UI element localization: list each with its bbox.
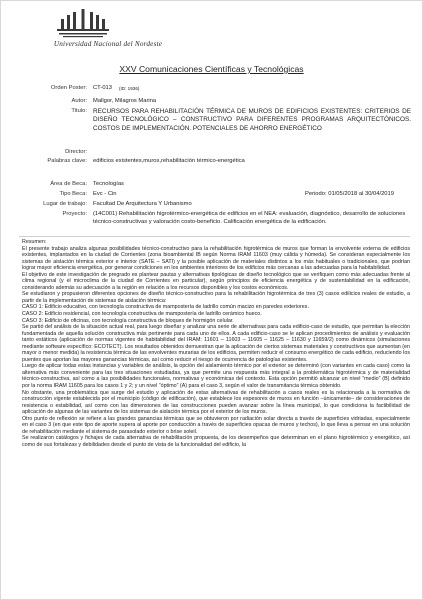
area-beca-value: Tecnologías <box>93 181 124 187</box>
resumen-paragraph: CASO 1: Edificio educativo, con tecnología constructiva de mampostería de ladrillo común macizo en paredes exteriores. <box>22 304 309 311</box>
resumen-paragraph: No obstante, una problemática que surge del estudio y aplicación de estas alternativas de rehabilitación a casos reales es la relacionada a la normativa de construcción vigente establecida por el municipio (código de edificación), que establece los espesores de muros en función –únicamente– de consideraciones de resistencia o estabilidad, así como con las dimensiones de las construcciones pueden avanzar sobre la línea municipal, lo que condiciona la factibilidad de aplicación de algunas de las variantes de los sistemas de aislación térmica por el exterior de los muros. <box>22 389 410 416</box>
proyecto-label: Proyecto: <box>62 211 87 217</box>
area-beca-label: Área de Beca: <box>50 181 87 187</box>
university-seal-icon <box>53 9 113 41</box>
tipo-beca-value: Evc - Cin <box>93 191 117 197</box>
tipo-beca-label: Tipo Beca: <box>59 191 87 197</box>
autor-label: Autor: <box>71 98 87 104</box>
resumen-paragraph: CASO 2: Edificio residencial, con tecnología constructiva de mampostería de ladrillo cerámico hueco. <box>22 311 262 318</box>
page-title: XXV Comunicaciones Científicas y Tecnológicas <box>119 64 304 74</box>
titulo-label: Titulo: <box>71 108 87 114</box>
autor-value: Mallgor, Milagros Marina <box>93 98 157 104</box>
resumen-paragraph: CASO 3: Edificio de oficinas, con tecnología constructiva de bloques de hormigón celular. <box>22 317 234 324</box>
lugar-trabajo-label: Lugar de trabajo: <box>43 201 87 207</box>
orden-poster-id: (ID: 1936) <box>119 86 140 91</box>
resumen-paragraph: El presente trabajo analiza algunas posibilidades técnico-constructivo para la rehabilitación higrotérmica de muros que forman la envolvente externa de edificios existentes, implantados en la ciudad de Corrientes (zona bioambiental IB según Norma IRAM 11603 (muy cálida y húmeda). Se consideran especialmente los sistemas de aislación térmica exterior e interior (SATE – SATI) y la posible aplicación de materiales distintos a los más habituales o tradicionales, que podrían lograr mayor eficiencia energética, por generar condiciones en los ambientes interiores de los edificios más cercanas a las adecuadas para la habitabilidad. <box>22 245 410 272</box>
resumen-paragraph: Otro punto de reflexión se refiere a las grandes ganancias térmicas que se obtuvieron por radiación solar directa a través de superficies vidriadas, especialmente en el caso 3 (en que este tipo de aporte supera al aporte por conducción a través de superficies opacas de muros y techos), lo que lleva a pensar en una solución de rehabilitación mediante el sistema de parasolado exterior o brise soleil. <box>22 415 410 435</box>
resumen-section <box>22 239 410 449</box>
director-label: Director: <box>65 149 87 155</box>
resumen-paragraph: Se partió del análisis de la situación actual real, para luego diseñar y analizar una serie de alternativas para cada edificio-caso de estudio, que permitan la elección fundamentada de aquella solución constructiva más pertinente para cada uno de ellos. A cada edificio-caso se le aplican procedimientos de análisis y evaluación tanto estáticos (aplicación de normas vigentes de habitabilidad del IRAM: 11601 – 11603 – 11605 – 11625 – 11630 y 11659/2) como dinámicos (simulaciones mediante software específico: ECOTECT). Los resultados obtenidos demuestran que la aplicación de ciertos sistemas materiales y constructivos que aumentan (en mayor o menor medida) la resistencia térmica de las envolventes murarias de los edificios, permiten reducir el consumo energético de cada edificio, reduciendo los puentes que aportan las mayores ganancias térmicas, así como reducir el riesgo de ocurrencia de patologías existentes. <box>22 324 410 363</box>
periodo-field <box>305 191 394 198</box>
resumen-paragraph: El objetivo de este investigación de pregrado es plantear pautas y alternativas tipológicas de diseño tecnológico que se verifiquen como más adecuadas frente al clima regional (y el microclima de la ciudad de Corrientes en particular), según principios de eficiencia energética y de sustentabilidad en la edificación, considerando además su adecuación a la región en relación a los recursos disponibles y los costos económicos. <box>22 271 410 291</box>
proyecto-value: (14C001) Rehabilitación higrotérmico-energética de edificios en el NEA: evaluación, diagnóstico, desarrollo de soluciones técnico-constructivas y valoración costo-beneficio. Calificación energética de la edificación. <box>93 211 406 225</box>
lugar-trabajo-value: Facultad De Arquitectura Y Urbanismo <box>93 201 192 207</box>
periodo-value: 01/05/2018 al 30/04/2019 <box>328 191 394 197</box>
university-logo <box>53 9 223 59</box>
resumen-paragraph: Luego de aplicar todas estas instancias y variables de análisis, la opción del aislamiento térmico por el exterior se determinó (con variantes en cada caso) como la alternativa más conveniente para las tres situaciones estudiadas, ya que permite una respuesta más integral a la problemática higrotérmica y de materialidad técnico-constructiva, así como a las posibilidades funcionales, normativas y económicas del contexto. Esta opción permitió alcanzar un nivel “medio” (B) definido por la norma IRAM 11605 para los casos 1 y 2; y un nivel “óptimo” (A) para el caso 3, según el valor de transmitancia térmica obtenido. <box>22 363 410 390</box>
orden-poster-code: CT-013 <box>93 85 113 91</box>
resumen-label: Resumen: <box>22 239 47 245</box>
resumen-paragraph: Se realizaron catálogos y fichajes de cada alternativa de rehabilitación propuesta, de los desempeños que determinan en el plano higrotérmico y energético, así como de sus fortalezas y debilidades desde el punto de vista de la funcionalidad del edificio, la <box>22 435 410 448</box>
section-divider <box>19 236 410 237</box>
resumen-paragraph: Se estudiaron y propusieron diferentes opciones de diseño técnico-constructivo para la rehabilitación higrotérmica de tres (3) casos edilicios reales de estudio, a partir de la implementación de sistemas de aislación térmica: <box>22 291 410 304</box>
institution-name: Universidad Nacional del Nordeste <box>53 40 163 48</box>
palabras-clave-label: Palabras clave: <box>47 158 87 164</box>
palabras-clave-value: edificios existentes,muros,rehabilitación térmico-energética <box>93 158 245 164</box>
titulo-value: RECURSOS PARA REHABILITACIÓN TÉRMICA DE MUROS DE EDIFICIOS EXISTENTES: CRITERIOS DE DISEÑO TECNOLÓGICO – CONSTRUCTIVO PARA DIFERENTES PROGRAMAS ARQUITECTÓNICOS. COSTOS DE IMPLEMENTACIÓN. POTENCIALES DE AHORRO ENERGÉTICO <box>93 108 411 132</box>
orden-poster-label: Orden Poster: <box>50 85 87 91</box>
periodo-label: Periodo: <box>305 191 327 197</box>
